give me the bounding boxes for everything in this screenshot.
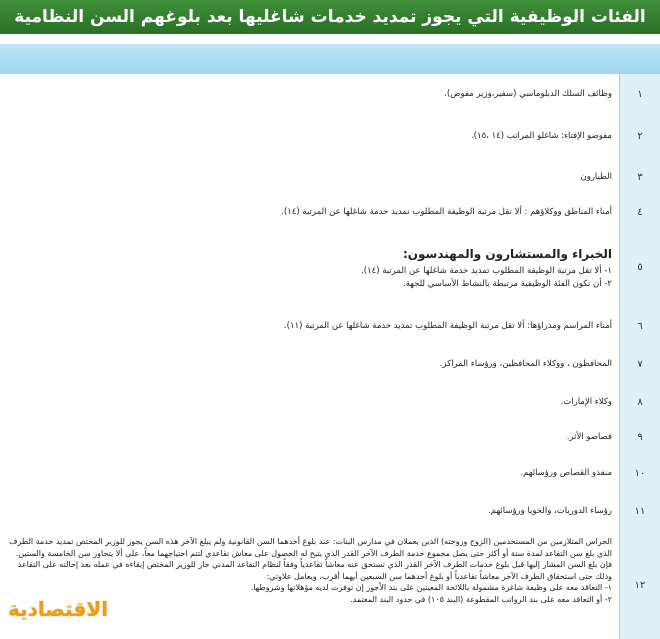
row-number: ٤: [619, 198, 660, 226]
row-text: ٢- أو التعاقد معه على بند الرواتب المقطوعة (البند ١٠٥) في حدود البند المعتمد.: [350, 594, 612, 604]
row-text: ١- التعاقد معه على وظيفة شاغرة مشمولة باللائحة المعينين على بند الأجور إن توفرت لديه مؤهلاتها وشروطها.: [250, 583, 612, 592]
table-row: [0, 157, 660, 199]
row-text: رؤساء الدوريات، والخويا ورؤسائهم.: [488, 506, 612, 516]
row-text: أمناء المراسم ومدراؤها: ألا تقل مرتبة الوظيفة المطلوب تمديد خدمة شاغلها عن المرتبة (١١).: [283, 321, 612, 331]
row-paragraph: الحراس المتلازمين من المستخدمين (الزوج وزوجته) الذين يعملان في مدارس البنات: عند بلوغ أحدهما السن القانونية ولم يبلغ الآخر هذه السن يجوز للوزير المختص تمديد خدمة الطرف الذي بلغ سن التقاعد لمدة سنة أو أكثر حتى يصل مجموع خدمة الطرف الآخر القدر الذي يتيح له الحصول على معاش تقاعدي لتتم احتياجهما معاً، على ألا يتجاوز سن الخامسة والستين. فإن بلغ السن المشار إليها قبل بلوغ خدمات الطرف الآخر القدر الذي تستحق عنه معاشاً تقاعدياً وفقاً لنظام التقاعد المدني جاز للوزير المختص إبقاءه في عمله بعد إحالته على التقاعد وذلك حتى استحقاق الطرف الآخر معاشاً تقاعدياً أو بلوغ أحدهما سن السبعين أيهما أقرب، ويعامل علاوتي:: [9, 537, 612, 581]
row-text: وكلاء الإمارات.: [560, 397, 612, 407]
page-title: الفئات الوظيفية التي يجوز تمديد خدمات شاغليها بعد بلوغهم السن النظامية: [0, 0, 660, 34]
row-text: ١- ألا تقل مرتبة الوظيفة المطلوب تمديد خدمة شاغلها عن المرتبة (١٤).: [361, 265, 612, 276]
table-row: [0, 198, 660, 227]
table-row: [0, 532, 660, 639]
row-number: ٩: [619, 420, 660, 455]
row-number: ٥: [619, 226, 660, 309]
publication-logo: الاقتصادية: [8, 597, 109, 621]
row-text: قصاصو الأثر.: [566, 432, 612, 442]
table-row: [0, 309, 660, 345]
table-row: [0, 420, 660, 456]
row-text: منفذو القصاص ورؤسائهم.: [520, 467, 612, 478]
row-text: مفوضو الإفتاء: شاغلو المراتب (١٤ ،١٥).: [470, 130, 612, 141]
table-row: [0, 491, 660, 533]
table-header-band: [0, 44, 660, 74]
table-row: [0, 115, 660, 158]
title-gap: [0, 34, 660, 44]
row-number: ٦: [619, 309, 660, 344]
row-heading: الخبراء والمستشارون والمهندسون:: [402, 246, 612, 261]
row-text: ٢- أن تكون الفئة الوظيفية مرتبطة بالنشاط الأساسي للجهة.: [402, 278, 612, 289]
row-text: الطيارون: [580, 172, 612, 182]
table-row: [0, 385, 660, 421]
row-number: ١٢: [619, 532, 660, 639]
table-row: [0, 455, 660, 492]
row-number: ١٠: [619, 455, 660, 491]
row-number: ٧: [619, 344, 660, 385]
table-row: [0, 226, 660, 310]
row-number: ١: [619, 74, 660, 115]
row-number: ٨: [619, 385, 660, 420]
table-row: [0, 74, 660, 116]
row-text: أمناء المناطق ووكلاؤهم : ألا تقل مرتبة الوظيفة المطلوب تمديد خدمة شاغلها عن المرتبة (١٤).: [281, 206, 612, 217]
row-number: ١١: [619, 491, 660, 532]
row-text: المحافظون ، ووكلاء المحافظين، ورؤساء المراكز.: [439, 359, 612, 369]
row-text: وظائف السلك الدبلوماسي (سفير،وزير مفوض).: [444, 89, 612, 99]
table-row: [0, 344, 660, 386]
row-number: ٣: [619, 157, 660, 198]
row-number: ٢: [619, 115, 660, 157]
